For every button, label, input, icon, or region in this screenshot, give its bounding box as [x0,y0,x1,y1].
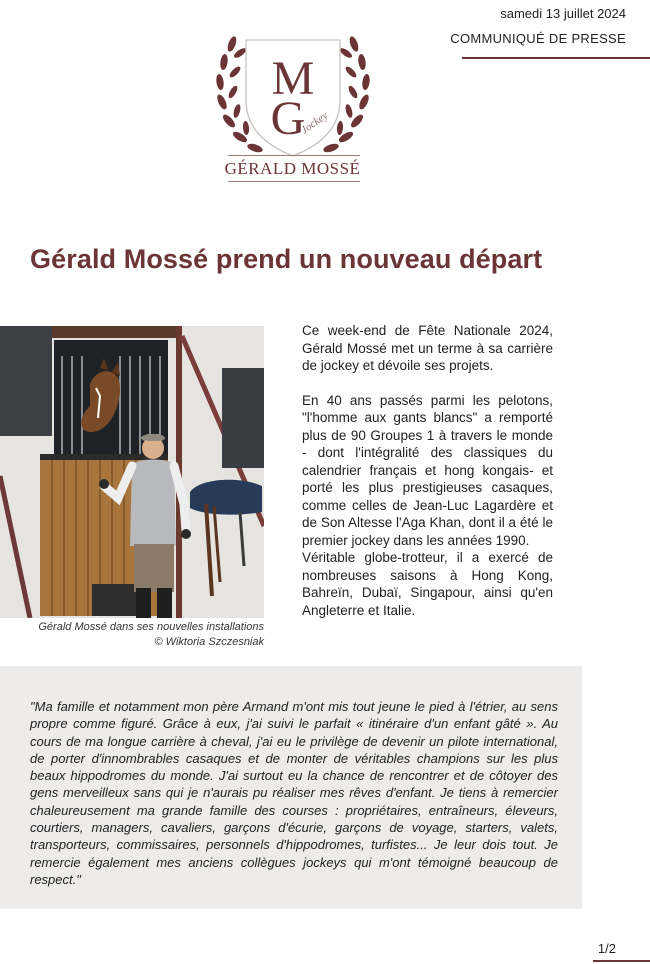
document-type: COMMUNIQUÉ DE PRESSE [450,31,626,46]
photo-caption [20,620,264,650]
page-number: 1/2 [597,941,616,956]
article-body [302,322,553,619]
logo-top-rule [228,155,360,156]
footer-rule [593,960,650,962]
logo-monogram-g: G [270,92,306,145]
brand-logo [208,22,378,182]
article-paragraph: En 40 ans passés parmi les pelotons, "l'homme aux gants blancs" a remporté plus de 90 Groupes 1 à travers le monde - dont l'intégralité des classiques du calendrier français et hong kongais- et porté les plus prestigieuses casaques, comme celles de Jean-Luc Lagardère et de Son Altesse l'Aga Khan, dont il a été le premier jockey dans les années 1990. [302,392,553,548]
logo-name: GÉRALD MOSSÉ [224,159,361,178]
quote-text: "Ma famille et notamment mon père Armand m'ont mis tout jeune le pied à l'étrier, au sens propre comme figuré. Grâce à eux, j'ai suivi le parfait « itinéraire d'un enfant gâté ». Au cours de ma longue carrière à cheval, j'ai eu le privilège de devenir un pilote international, de porter d'innombrables casaques et de monter de véritables champions sur les plus beaux hippodromes du monde. J'ai surtout eu la chance de rencontrer et de côtoyer des gens merveilleux sans qui je n'aurais pu réaliser mes rêves d'enfant. Je tiens à remercier chaleureusement ma grande famille des courses : propriétaires, entraîneurs, éleveurs, courtiers, managers, cavaliers, garçons d'écurie, garçons de voyage, starters, valets, transporteurs, commissaires, personnels d'hippodromes, turfistes... Je leur dois tout. Je remercie également mes anciens collègues jockeys qui m'ont témoigné beaucoup de respect." [30,699,558,887]
press-date: samedi 13 juillet 2024 [500,6,626,21]
article-title: Gérald Mossé prend un nouveau départ [30,244,543,274]
logo-monogram-m: M [271,52,315,105]
stable-photo [0,326,264,618]
logo-signature: Jockey [298,109,331,137]
article-paragraph: Ce week-end de Fête Nationale 2024, Gérald Mossé met un terme à sa carrière de jockey et dévoile ses projets. [302,323,553,373]
header-rule [462,57,650,59]
photo-caption-text: Gérald Mossé dans ses nouvelles installations [38,621,264,633]
article-paragraph: Véritable globe-trotteur, il a exercé de nombreuses saisons à Hong Kong, Bahreïn, Dubaï, Singapour, ainsi qu'en Angleterre et Italie. [302,550,553,618]
logo-bottom-rule [228,181,360,182]
photo-credit: © Wiktoria Szczesniak [154,636,264,648]
